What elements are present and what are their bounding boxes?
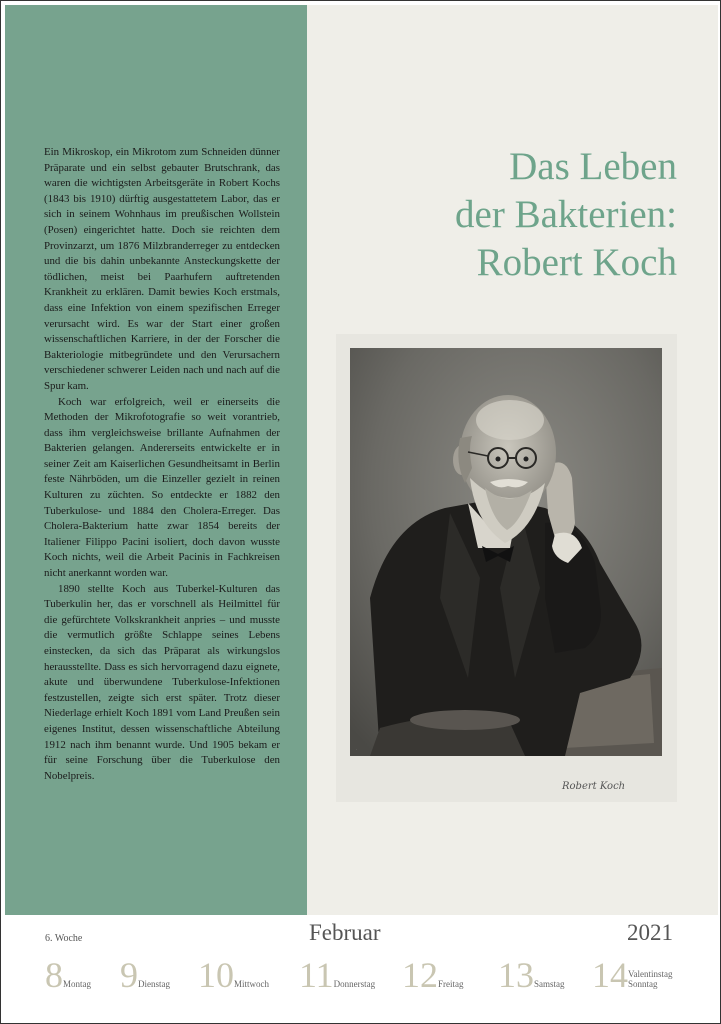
- day-name: Samstag: [534, 979, 565, 989]
- week-label: 6. Woche: [45, 933, 83, 944]
- article-paragraph-2: Koch war erfolgreich, weil er einerseits die Methoden der Mikrofotografie so weit vorantrieb, dass ihm vergleichsweise brillante Aufnahmen der Bakterien gelangen. Andererseits entwickelte er in seiner Zeit am Kaiserlichen Gesundheitsamt in Berlin feste Nährböden, um die Einzeller gezielt in reinen Kulturen zu züchten. So entdeckte er 1882 den Tuberkulose- und 1884 den Cholera-Erreger. Das Cholera-Bakterium hatte zwar 1854 bereits der Italiener Filippo Pacini isoliert, doch davon wusste Koch nichts, weil die Arbeit Pacinis in Fachkreisen nicht anerkannt worden war.: [44, 395, 280, 580]
- day-cell: [402, 955, 464, 995]
- day-cell: [592, 955, 673, 995]
- day-name: Donnerstag: [333, 979, 376, 989]
- day-cell: [198, 955, 269, 995]
- day-name-stack: [628, 969, 673, 989]
- day-name: Freitag: [438, 979, 464, 989]
- holiday-name: Valentinstag: [628, 969, 673, 979]
- day-name: Sonntag: [628, 979, 658, 989]
- day-number: 9: [120, 955, 138, 995]
- article-paragraph-1: Ein Mikroskop, ein Mikrotom zum Schneiden dünner Präparate und ein selbst gebauter Brutschrank, das waren die wichtigsten Arbeitsgeräte in Robert Kochs (1843 bis 1910) dürftig ausgestattetem Labor, das er sich in seinem Wohnhaus im preußischen Wollstein (Posen) eingerichtet hatte. Doch sie reichten dem Provinzarzt, um 1876 Milzbranderreger zu entdecken und die bis dahin unbekannte Ansteckungskette der tödlichen, meist bei Paarhufern auftretenden Krankheit zu erklären. Damit bewies Koch erstmals, dass eine Infektion von einem spezifischen Erreger verursacht wird. Es war der Start einer großen wissenschaftlichen Karriere, in der der Forscher die Bakteriologie mitbegründete und den Verursachern verschiedener schwerer Leiden nach und nach auf die Spur kam.: [44, 146, 280, 392]
- day-name: Mittwoch: [234, 979, 269, 989]
- day-cell: [120, 955, 170, 995]
- day-cell: [299, 955, 375, 995]
- day-number: 14: [592, 955, 628, 995]
- day-name: Dienstag: [138, 979, 170, 989]
- day-number: 10: [198, 955, 234, 995]
- title-line-1: Das Leben: [509, 145, 677, 188]
- day-number: 12: [402, 955, 438, 995]
- day-number: 8: [45, 955, 63, 995]
- day-strip: [45, 955, 685, 1005]
- year-label: 2021: [627, 920, 673, 945]
- svg-text:.: .: [356, 746, 358, 751]
- day-cell: [498, 955, 565, 995]
- photo-signature: Robert Koch: [562, 781, 626, 792]
- day-number: 11: [299, 955, 334, 995]
- page-title: [321, 143, 677, 287]
- title-line-3: Robert Koch: [476, 241, 677, 284]
- article-paragraph-3: 1890 stellte Koch aus Tuberkel-Kulturen das Tuberkulin her, das er vorschnell als Heilmittel für die gefürchtete Volkskrankheit anpries – und musste die vermutlich größte Schlappe seines Lebens einstecken, da sich das Präparat als wirkungslos herausstellte. Dass es sich hervorragend dazu eignete, akute und überwundene Tuberkulose-Infektionen festzustellen, zeigte sich erst später. Trotz dieser Niederlage erhielt Koch 1891 vom Land Preußen sein eigenes Institut, dessen wissenschaftliche Abteilung 1912 nach ihm benannt wurde. Und 1905 bekam er für seine Forschung über die Tuberkulose den Nobelpreis.: [44, 582, 280, 782]
- day-number: 13: [498, 955, 534, 995]
- article-body: [44, 145, 280, 784]
- day-name: Montag: [63, 979, 91, 989]
- portrait-photo: [350, 348, 662, 756]
- month-label: Februar: [309, 920, 381, 945]
- title-line-2: der Bakterien:: [455, 193, 677, 236]
- day-cell: [45, 955, 91, 995]
